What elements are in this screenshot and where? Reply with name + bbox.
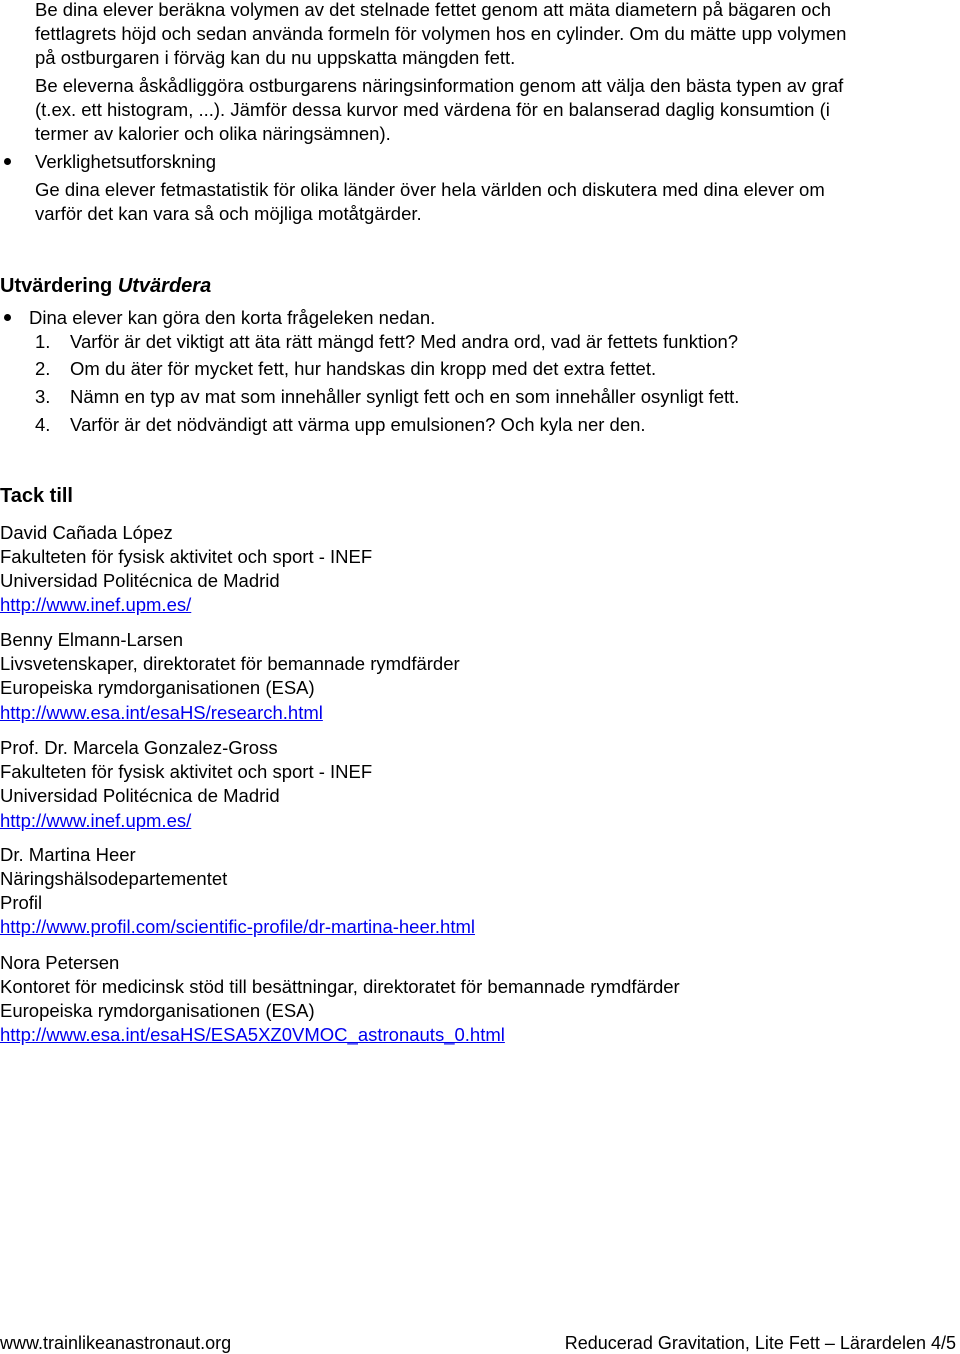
person-name: Dr. Martina Heer [0, 844, 136, 865]
question-number: 3. [35, 386, 51, 407]
intro-text-line: Ge dina elever fetmastatistik för olika länder över hela världen och diskutera med dina elever om [35, 179, 825, 200]
person-name: Prof. Dr. Marcela Gonzalez-Gross [0, 737, 278, 758]
intro-text-line: Be dina elever beräkna volymen av det stelnade fettet genom att mäta diametern på bägaren och [35, 0, 831, 20]
person-link[interactable]: http://www.esa.int/esaHS/ESA5XZ0VMOC_astronauts_0.html [0, 1024, 505, 1045]
question-number: 4. [35, 414, 51, 435]
question-text: Nämn en typ av mat som innehåller synligt fett och en som innehåller osynligt fett. [70, 386, 740, 407]
intro-text-line: fettlagrets höjd och sedan använda formeln för volymen hos en cylinder. Om du mätte upp volymen [35, 23, 847, 44]
person-organization: Europeiska rymdorganisationen (ESA) [0, 677, 315, 698]
person-link[interactable]: http://www.inef.upm.es/ [0, 594, 192, 615]
person-affiliation: Näringshälsodepartementet [0, 868, 228, 889]
question-number: 1. [35, 331, 51, 352]
evaluation-heading [0, 273, 211, 299]
person-name: Nora Petersen [0, 952, 120, 973]
question-text: Om du äter för mycket fett, hur handskas din kropp med det extra fettet. [70, 358, 657, 379]
person-affiliation: Kontoret för medicinsk stöd till besättningar, direktoratet för bemannade rymdfärder [0, 976, 680, 997]
person-affiliation: Livsvetenskaper, direktoratet för bemannade rymdfärder [0, 653, 460, 674]
person-organization: Profil [0, 892, 43, 913]
person-link[interactable]: http://www.inef.upm.es/ [0, 810, 192, 831]
thanks-heading: Tack till [0, 485, 73, 507]
section-bullet-title: Verklighetsutforskning [35, 151, 216, 172]
person-organization: Universidad Politécnica de Madrid [0, 570, 280, 591]
intro-text-line: på ostburgaren i förväg kan du nu uppskatta mängden fett. [35, 47, 516, 68]
question-text: Varför är det nödvändigt att värma upp emulsionen? Och kyla ner den. [70, 414, 646, 435]
person-organization: Universidad Politécnica de Madrid [0, 785, 280, 806]
person-name: Benny Elmann-Larsen [0, 629, 184, 650]
person-organization: Europeiska rymdorganisationen (ESA) [0, 1000, 315, 1021]
footer-page-info: Reducerad Gravitation, Lite Fett – Lärardelen 4/5 [564, 1333, 956, 1353]
person-name: David Cañada López [0, 522, 173, 543]
bullet-icon [4, 314, 11, 321]
evaluation-heading-text: Utvärdering [0, 275, 113, 297]
intro-text-line: termer av kalorier och olika näringsämnen). [35, 123, 391, 144]
intro-text-line: (t.ex. ett histogram, ...). Jämför dessa kurvor med värdena för en balanserad daglig konsumtion (i [35, 99, 830, 120]
person-link[interactable]: http://www.profil.com/scientific-profile/dr-martina-heer.html [0, 916, 475, 937]
intro-text-line: varför det kan vara så och möjliga motåtgärder. [35, 203, 422, 224]
footer-website: www.trainlikeanastronaut.org [0, 1333, 232, 1353]
bullet-icon [4, 158, 11, 165]
person-affiliation: Fakulteten för fysisk aktivitet och sport - INEF [0, 761, 373, 782]
question-number: 2. [35, 358, 51, 379]
person-affiliation: Fakulteten för fysisk aktivitet och sport - INEF [0, 546, 373, 567]
evaluation-bullet: Dina elever kan göra den korta frågeleken nedan. [29, 307, 436, 328]
evaluation-heading-em: Utvärdera [117, 275, 212, 297]
person-link[interactable]: http://www.esa.int/esaHS/research.html [0, 702, 323, 723]
intro-text-line: Be eleverna åskådliggöra ostburgarens näringsinformation genom att välja den bästa typen av graf [35, 75, 844, 96]
question-text: Varför är det viktigt att äta rätt mängd fett? Med andra ord, vad är fettets funktion? [70, 331, 739, 352]
